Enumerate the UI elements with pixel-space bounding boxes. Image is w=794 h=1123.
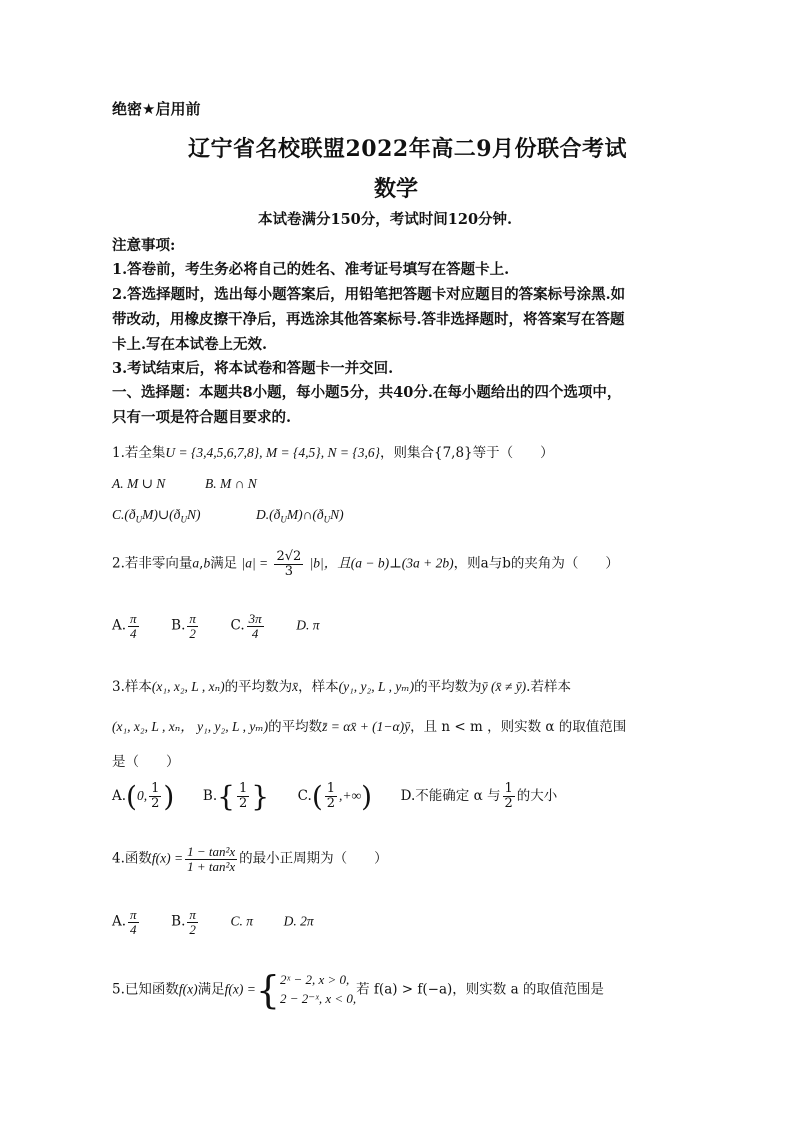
q4-post: 的最小正周期为（ ）	[239, 850, 388, 867]
q2-option-d: D. π	[296, 617, 320, 633]
q3-option-c-den: 2	[326, 796, 336, 811]
q5-pre: 5.已知函数	[112, 981, 179, 998]
q3-option-c-frac	[325, 782, 337, 810]
q4-option-a	[128, 908, 139, 936]
q2-option-b-num: π	[189, 611, 196, 626]
q1-option-d-sub1: U	[280, 514, 287, 525]
q3-options	[112, 780, 557, 813]
q3-sample-1: (x₁, x₂, L , xₙ)	[151, 679, 225, 694]
q2-mid: 满足	[210, 555, 238, 572]
q1-option-d-part1: D.(ð	[256, 507, 281, 522]
notice-item-2-line-3: 卡上.写在本试卷上无效.	[112, 336, 268, 353]
q3-mid-4: 的平均数	[268, 719, 323, 735]
q1-option-c	[112, 507, 200, 525]
q4-frac-num: 1 − tan²x	[187, 844, 236, 859]
q2-frac-num: 2√2	[276, 549, 302, 564]
q1-option-d-sub2: U	[323, 514, 331, 525]
q2-abs-b: |b|	[309, 555, 324, 571]
q2-options	[112, 612, 320, 640]
q2-option-c-label: C.	[230, 617, 245, 634]
q1-option-d-part3: N)	[330, 507, 344, 522]
q2-vec-b: b	[203, 555, 211, 571]
q3-option-c-tail: ,+∞	[339, 788, 362, 803]
q3-option-b-num: 1	[238, 781, 248, 797]
q4-option-d: D. 2π	[283, 913, 314, 929]
q3-option-b-label: B.	[202, 788, 218, 804]
q3-option-c-num: 1	[326, 781, 336, 797]
notice-item-2-line-1: 2.答选择题时，选出每小题答案后，用铅笔把答题卡对应题目的答案标号涂黑.如	[112, 286, 626, 303]
q1-option-b-text: B. M ∩ N	[205, 476, 257, 491]
q3-option-c-label: C.	[297, 788, 312, 804]
q2-option-a-num: π	[130, 611, 137, 626]
q1-post: ，则集合{7,8}等于（ ）	[380, 445, 554, 461]
question-1	[112, 441, 554, 461]
q4-pre: 4.函数	[112, 850, 152, 867]
q4-options	[112, 908, 314, 936]
q3-option-a-num: 1	[151, 781, 160, 797]
secret-mark: 绝密★启用前	[112, 100, 201, 118]
q1-option-c-part3: N)	[186, 507, 201, 522]
question-3-line-2	[112, 715, 626, 735]
q5-post: 若 f(a) > f(−a)，则实数 a 的取值范围是	[356, 981, 604, 998]
q5-mid: 满足	[197, 981, 225, 998]
q4-option-b-den: 2	[189, 921, 196, 937]
q2-abs-a: |a| =	[241, 555, 269, 571]
q2-condition: ，且(a − b)⊥(3a + 2b)	[323, 555, 454, 571]
q3-option-d-den: 2	[504, 796, 513, 811]
q3-ybar: ȳ (x̄ ≠ ȳ)	[481, 679, 527, 694]
q2-option-c-num: 3π	[248, 611, 262, 626]
q3-formula: z̄ = αx̄ + (1−α)ȳ	[322, 719, 411, 734]
q3-option-d-frac	[503, 782, 515, 810]
q2-vec-a: a	[192, 555, 200, 571]
q3-post-1: .若样本	[526, 679, 571, 695]
q1-option-d	[256, 507, 344, 525]
q2-option-b-den: 2	[189, 625, 196, 641]
q2-option-c-den: 4	[251, 625, 259, 641]
q4-fraction	[185, 845, 237, 873]
q3-combined-sample: (x₁, x₂, L , xₙ， y₁, y₂, L , yₘ)	[112, 719, 269, 734]
section-1-line-1: 一、选择题：本题共8小题，每小题5分，共40分.在每小题给出的四个选项中，	[112, 384, 622, 401]
q3-xbar: x̄	[292, 679, 299, 694]
q2-option-b	[187, 612, 198, 640]
q3-sample-2: (y₁, y₂, L , yₘ)	[338, 679, 415, 694]
q5-case-2: 2 − 2⁻ˣ, x < 0,	[280, 991, 357, 1006]
q3-option-a-frac	[149, 782, 161, 810]
q4-fx: f(x) =	[151, 850, 184, 866]
q1-pre: 1.若全集	[112, 445, 166, 461]
question-3-line-1	[112, 675, 571, 695]
q1-option-d-part2: M)∩(ð	[286, 507, 324, 522]
q5-brace: {	[255, 968, 281, 1012]
q2-post: ，则a与b的夹角为（ ）	[453, 555, 619, 572]
q3-option-a-lparen: (	[126, 780, 137, 813]
q4-option-a-den: 4	[130, 921, 137, 937]
q3-option-d-pre: D.不能确定 α 与	[400, 788, 501, 804]
question-5	[112, 968, 604, 1012]
q1-option-a	[112, 476, 165, 492]
q4-option-b-label: B.	[171, 913, 186, 930]
q3-option-b-frac	[237, 782, 249, 810]
q3-option-c-lparen: (	[311, 780, 323, 813]
q4-option-a-num: π	[130, 907, 137, 922]
q3-option-a-den: 2	[151, 796, 160, 811]
q5-fx2: f(x) =	[224, 981, 256, 997]
notice-item-2-line-2: 带改动，用橡皮擦干净后，再选涂其他答案标号.答非选择题时，将答案写在答题	[112, 311, 625, 328]
q1-option-a-text: A. M ∪ N	[112, 476, 166, 491]
exam-info: 本试卷满分150分，考试时间120分钟.	[258, 211, 513, 228]
question-4	[112, 845, 388, 873]
notice-item-1: 1.答卷前，考生务必将自己的姓名、准考证号填写在答题卡上.	[112, 261, 510, 278]
question-3-line-3: 是（ ）	[112, 754, 180, 770]
q4-option-b	[187, 908, 198, 936]
q3-option-a-label: A.	[112, 788, 127, 804]
q4-option-c: C. π	[230, 913, 254, 929]
q3-option-d-post: 的大小	[516, 788, 558, 804]
q2-frac-den: 3	[284, 563, 293, 579]
q1-option-c-part1: C.(ð	[112, 507, 136, 522]
q3-mid-3: 的平均数为	[414, 679, 482, 695]
q3-option-d-num: 1	[504, 781, 513, 797]
q2-option-b-label: B.	[171, 617, 186, 634]
q3-post-2: ，且 n < m ，则实数 α 的取值范围	[410, 719, 627, 735]
q4-option-a-label: A.	[112, 913, 127, 930]
q5-fx: f(x)	[178, 981, 198, 997]
q2-option-a-den: 4	[130, 625, 137, 641]
q3-mid-1: 的平均数为	[224, 679, 293, 695]
q3-option-b-rbrace: }	[251, 780, 270, 813]
q3-pre: 3.样本	[112, 679, 152, 695]
q3-option-a-inner: 0,	[136, 788, 148, 803]
q4-frac-den: 1 + tan²x	[187, 858, 236, 874]
q5-piecewise	[280, 971, 356, 1009]
exam-subject: 数学	[374, 176, 419, 202]
section-1-line-2: 只有一项是符合题目要求的.	[112, 409, 292, 426]
q2-option-c	[247, 612, 264, 640]
exam-title: 辽宁省名校联盟2022年高二9月份联合考试	[188, 136, 628, 162]
q3-option-b-den: 2	[238, 796, 248, 811]
question-2	[112, 550, 619, 578]
q2-pre: 2.若非零向量	[112, 555, 193, 572]
q1-option-b	[205, 476, 257, 492]
q2-option-a-label: A.	[112, 617, 127, 634]
q3-mid-2: ，样本	[298, 679, 339, 695]
notice-heading: 注意事项:	[112, 237, 176, 254]
q5-case-1: 2ˣ − 2, x > 0,	[280, 972, 350, 988]
q2-fraction	[274, 550, 303, 578]
q2-option-a	[128, 612, 139, 640]
q3-option-a-rparen: )	[163, 780, 175, 813]
q1-option-c-sub2: U	[180, 514, 187, 525]
notice-item-3: 3.考试结束后，将本试卷和答题卡一并交回.	[112, 360, 394, 377]
q2-comma: ,	[199, 555, 204, 572]
q1-option-c-sub1: U	[135, 514, 143, 525]
q1-sets: U = {3,4,5,6,7,8}, M = {4,5}, N = {3,6}	[165, 445, 380, 460]
q3-option-b-lbrace: {	[217, 780, 235, 813]
q1-option-c-part2: M)∪(ð	[142, 507, 181, 522]
q4-option-b-num: π	[189, 907, 196, 922]
q3-option-c-rparen: )	[361, 780, 373, 813]
